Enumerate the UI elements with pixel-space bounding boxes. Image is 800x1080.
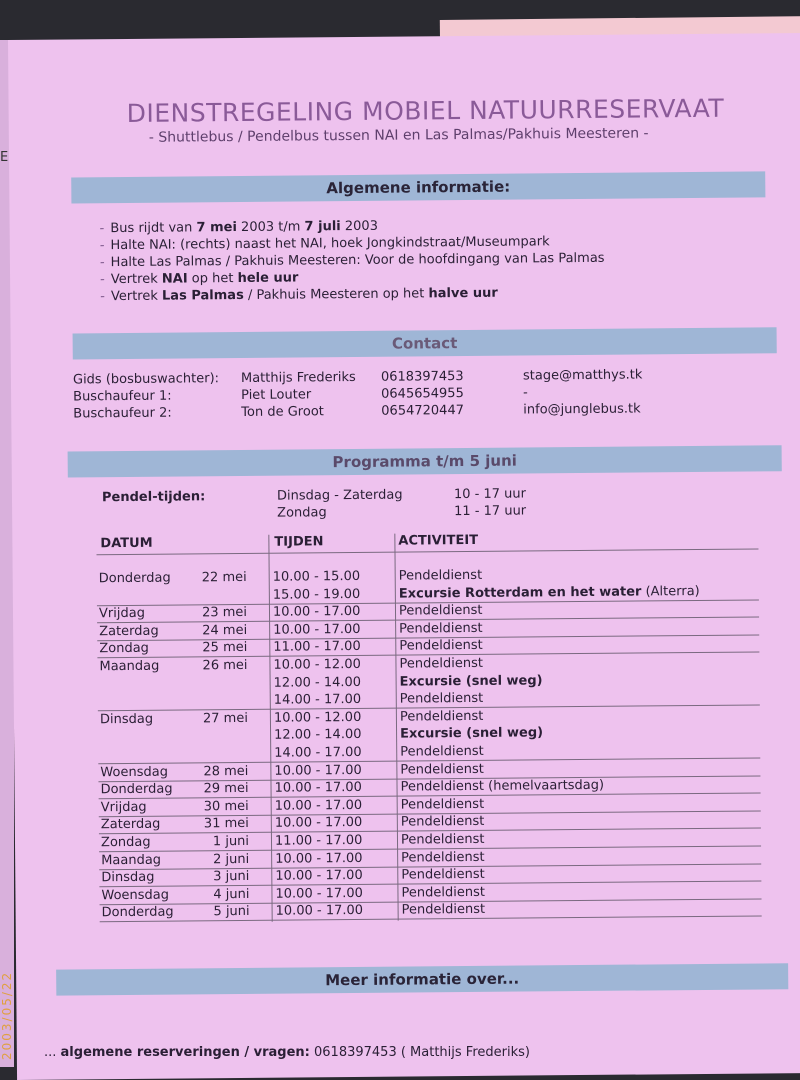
row-time: 10.00 - 17.00 xyxy=(274,762,362,779)
row-day: Maandag xyxy=(99,658,160,675)
contact-email: - xyxy=(523,385,528,401)
row-time: 15.00 - 19.00 xyxy=(272,586,361,603)
bullet-text: Vertrek xyxy=(110,288,163,305)
bullet-item xyxy=(100,270,298,287)
pendel-label: Pendel-tijden: xyxy=(101,489,206,506)
row-activity xyxy=(401,849,485,865)
activity-text: Pendeldienst xyxy=(399,708,484,725)
row-time: 10.00 - 17.00 xyxy=(275,885,363,902)
activity-text: Pendeldienst xyxy=(400,761,484,778)
row-time: 11.00 - 17.00 xyxy=(274,832,363,849)
row-date: 4 juni xyxy=(213,886,250,903)
contact-role: Buschaufeur 2: xyxy=(73,405,172,422)
row-time: 10.00 - 17.00 xyxy=(274,815,363,832)
contact-email: info@junglebus.tk xyxy=(523,401,641,418)
bullet-text: Bus rijdt van xyxy=(110,220,197,237)
row-date: 23 mei xyxy=(201,605,248,621)
activity-text: Pendeldienst xyxy=(400,743,484,760)
activity-text: Pendeldienst xyxy=(401,884,485,901)
activity-extra: (Alterra) xyxy=(641,583,700,600)
activity-text: Excursie Rotterdam en het water xyxy=(398,584,642,602)
row-activity xyxy=(399,603,483,619)
row-time: 10.00 - 17.00 xyxy=(274,797,363,814)
row-time: 10.00 - 12.00 xyxy=(273,709,362,726)
contact-phone: 0645654955 xyxy=(381,386,464,402)
row-time: 10.00 - 17.00 xyxy=(275,868,363,884)
row-activity xyxy=(401,814,485,830)
footer-rest: 0618397453 ( Matthijs Frederiks) xyxy=(309,1045,530,1060)
row-activity xyxy=(401,867,485,883)
row-day: Zaterdag xyxy=(100,817,161,833)
bullet-text: Halte Las Palmas / Pakhuis Meesteren: Voor de hoofdingang van Las Palmas xyxy=(110,250,605,271)
row-time: 10.00 - 15.00 xyxy=(272,568,361,585)
activity-text: Pendeldienst xyxy=(400,814,485,830)
pendel-days: Zondag xyxy=(277,505,327,521)
bullet-text: 2003 xyxy=(340,218,379,235)
bullet-dash: - xyxy=(99,221,105,237)
table-header: DATUM xyxy=(100,535,153,552)
row-activity xyxy=(399,568,483,584)
camera-date-stamp: 2003/05/22 xyxy=(0,970,14,1060)
activity-text: Pendeldienst (hemelvaartsdag) xyxy=(400,778,605,795)
bullet-dash: - xyxy=(99,255,105,271)
row-date: 22 mei xyxy=(201,569,247,586)
activity-text: Pendeldienst xyxy=(400,831,485,848)
bullet-text: NAI xyxy=(161,271,188,287)
bullet-dash: - xyxy=(100,272,105,288)
row-date: 25 mei xyxy=(202,640,248,656)
contact-name: Ton de Groot xyxy=(241,404,324,420)
activity-text: Pendeldienst xyxy=(399,620,483,637)
row-time: 14.00 - 17.00 xyxy=(274,744,362,761)
row-day: Woensdag xyxy=(101,887,170,904)
row-day: Zaterdag xyxy=(99,623,159,640)
row-day: Donderdag xyxy=(101,904,174,921)
row-time: 14.00 - 17.00 xyxy=(273,692,362,708)
pendel-hours: 11 - 17 uur xyxy=(454,503,527,520)
activity-text: Pendeldienst xyxy=(398,603,483,619)
bullet-text: 2003 t/m xyxy=(236,219,305,236)
bullet-text: Vertrek xyxy=(110,271,162,288)
activity-text: Pendeldienst xyxy=(399,655,483,672)
row-day: Zondag xyxy=(100,834,151,851)
row-activity xyxy=(400,691,484,707)
footer-bold: algemene reserveringen / vragen: xyxy=(60,1045,310,1060)
section-more-header: Meer informatie over... xyxy=(56,963,788,995)
row-time: 10.00 - 12.00 xyxy=(273,656,361,673)
activity-text: Pendeldienst xyxy=(401,867,485,883)
bullet-dash: - xyxy=(100,289,106,305)
bullet-dash: - xyxy=(99,238,105,254)
row-activity xyxy=(399,638,483,654)
contact-name: Piet Louter xyxy=(241,387,312,403)
activity-text: Pendeldienst xyxy=(400,796,485,813)
activity-text: Excursie (snel weg) xyxy=(400,725,544,742)
row-date: 5 juni xyxy=(213,904,250,920)
row-date: 31 mei xyxy=(203,816,249,832)
table-header: TIJDEN xyxy=(274,534,324,550)
section-contact-header: Contact xyxy=(73,327,777,359)
row-date: 26 mei xyxy=(202,657,248,674)
row-activity xyxy=(402,902,486,918)
activity-text: Excursie (snel weg) xyxy=(399,672,543,690)
row-time: 10.00 - 17.00 xyxy=(275,903,364,920)
activity-text: Pendeldienst xyxy=(401,902,486,918)
row-day: Donderdag xyxy=(100,781,173,798)
row-day: Zondag xyxy=(99,641,149,657)
contact-name: Matthijs Frederiks xyxy=(240,369,356,386)
row-time: 10.00 - 17.00 xyxy=(274,780,362,796)
row-date: 29 mei xyxy=(203,781,249,797)
bullet-text: hele uur xyxy=(237,270,299,287)
contact-phone: 0618397453 xyxy=(380,369,464,385)
bullet-item xyxy=(100,219,378,236)
bullet-text: 7 juli xyxy=(304,219,341,235)
contact-role: Buschaufeur 1: xyxy=(73,388,172,405)
row-day: Dinsdag xyxy=(99,711,154,728)
bullet-text: Halte NAI: (rechts) naast het NAI, hoek Jongkindstraat/Museumpark xyxy=(110,234,550,254)
bullet-item xyxy=(100,251,605,270)
activity-text: Pendeldienst xyxy=(401,849,485,866)
bullet-item xyxy=(100,286,498,304)
row-date: 28 mei xyxy=(203,763,249,779)
row-activity xyxy=(400,673,543,689)
row-time: 12.00 - 14.00 xyxy=(273,674,362,691)
row-date: 27 mei xyxy=(202,710,248,727)
edge-letter: E xyxy=(0,150,9,165)
row-date: 30 mei xyxy=(203,798,249,815)
table-header: ACTIVITEIT xyxy=(398,532,479,549)
row-day: Vrijdag xyxy=(100,799,147,816)
activity-text: Pendeldienst xyxy=(399,638,483,654)
row-day: Donderdag xyxy=(98,570,171,587)
row-day: Maandag xyxy=(101,852,162,868)
contact-phone: 0654720447 xyxy=(381,403,465,419)
row-activity xyxy=(400,778,604,795)
row-time: 10.00 - 17.00 xyxy=(272,604,361,620)
row-day: Vrijdag xyxy=(98,606,146,622)
bullet-text: 7 mei xyxy=(196,220,237,236)
row-time: 12.00 - 14.00 xyxy=(274,727,362,744)
row-day: Woensdag xyxy=(100,764,168,780)
section-program-header: Programma t/m 5 juni xyxy=(68,445,782,477)
section-general-header: Algemene informatie: xyxy=(71,171,765,203)
footer-prefix: ... xyxy=(44,1045,61,1060)
bullet-text: Las Palmas xyxy=(161,287,244,304)
row-activity xyxy=(400,744,484,760)
timetable-page xyxy=(8,33,800,1080)
row-activity xyxy=(400,761,484,777)
row-activity xyxy=(400,709,484,725)
row-date: 2 juni xyxy=(212,851,250,867)
row-date: 3 juni xyxy=(213,869,250,885)
row-activity xyxy=(401,885,485,901)
bullet-item xyxy=(100,234,550,253)
row-activity xyxy=(399,656,483,672)
row-time: 10.00 - 17.00 xyxy=(273,621,361,638)
bullet-text: / Pakhuis Meesteren op het xyxy=(243,286,429,303)
header-rule xyxy=(96,548,758,555)
row-activity xyxy=(399,621,483,637)
row-activity xyxy=(399,584,700,602)
pendel-days: Dinsdag - Zaterdag xyxy=(276,487,403,504)
page-title: DIENSTREGELING MOBIEL NATUURRESERVAAT xyxy=(126,93,725,128)
row-date: 1 juni xyxy=(212,833,250,850)
footer-line xyxy=(44,1045,530,1060)
row-activity xyxy=(401,797,485,813)
bullet-text: op het xyxy=(187,271,238,287)
row-activity xyxy=(400,726,543,742)
row-activity xyxy=(401,832,485,848)
bullet-text: halve uur xyxy=(428,285,498,302)
row-date: 24 mei xyxy=(202,622,248,639)
row-time: 10.00 - 17.00 xyxy=(275,850,363,867)
contact-role: Gids (bosbuswachter): xyxy=(72,371,220,388)
page-subtitle: - Shuttlebus / Pendelbus tussen NAI en Las Palmas/Pakhuis Meesteren - xyxy=(148,125,649,146)
contact-email: stage@matthys.tk xyxy=(522,367,643,384)
row-day: Dinsdag xyxy=(101,869,155,886)
activity-text: Pendeldienst xyxy=(399,691,484,707)
activity-text: Pendeldienst xyxy=(398,567,483,584)
pendel-hours: 10 - 17 uur xyxy=(453,486,527,503)
row-time: 11.00 - 17.00 xyxy=(273,639,361,656)
